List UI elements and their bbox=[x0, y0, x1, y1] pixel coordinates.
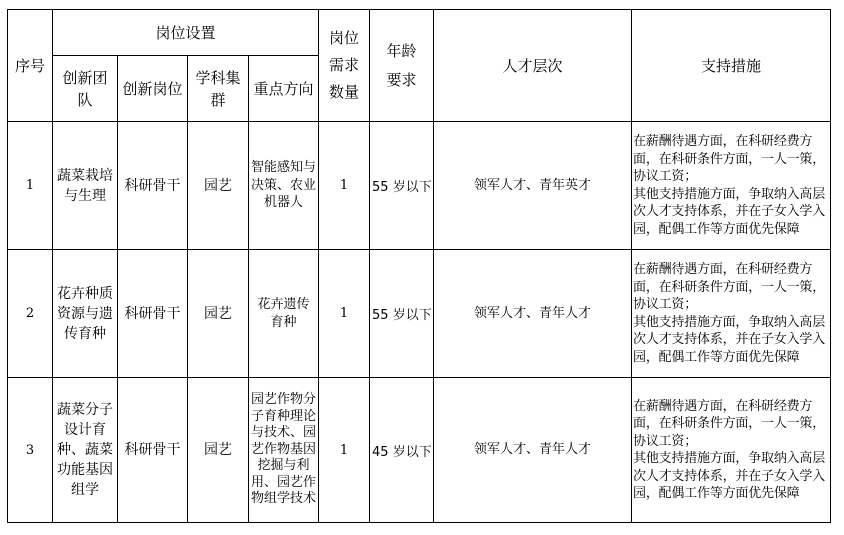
header-innovation-post: 创新岗位 bbox=[118, 56, 188, 122]
cell-qty: 1 bbox=[319, 122, 370, 250]
cell-cluster: 园艺 bbox=[188, 250, 249, 378]
table-row bbox=[8, 250, 831, 378]
header-talent-level: 人才层次 bbox=[434, 10, 632, 122]
cell-support: 在薪酬待遇方面，在科研经费方面，在科研条件方面，一人一策，协议工资； 其他支持措施方面，争取纳入高层次人才支持体系，并在子女入学入园，配偶工作等方面优先保障 bbox=[632, 122, 831, 250]
cell-talent: 领军人才、青年英才 bbox=[434, 122, 632, 250]
cell-direction: 智能感知与决策、农业机器人 bbox=[249, 122, 319, 250]
header-key-direction: 重点方向 bbox=[249, 56, 319, 122]
cell-team: 蔬菜栽培与生理 bbox=[53, 122, 118, 250]
cell-seq: 2 bbox=[8, 250, 53, 378]
cell-age: 45 岁以下 bbox=[370, 378, 434, 523]
cell-direction: 花卉遗传育种 bbox=[249, 250, 319, 378]
cell-support: 在薪酬待遇方面，在科研经费方面，在科研条件方面，一人一策，协议工资； 其他支持措施方面，争取纳入高层次人才支持体系，并在子女入学入园，配偶工作等方面优先保障 bbox=[632, 378, 831, 523]
cell-qty: 1 bbox=[319, 250, 370, 378]
header-innovation-team: 创新团队 bbox=[53, 56, 118, 122]
header-post-demand-qty: 岗位需求数量 bbox=[319, 10, 370, 122]
recruitment-table bbox=[7, 9, 831, 523]
cell-cluster: 园艺 bbox=[188, 378, 249, 523]
header-post-settings: 岗位设置 bbox=[53, 10, 319, 56]
cell-age: 55 岁以下 bbox=[370, 122, 434, 250]
header-seq: 序号 bbox=[8, 10, 53, 122]
cell-qty: 1 bbox=[319, 378, 370, 523]
cell-seq: 3 bbox=[8, 378, 53, 523]
cell-support: 在薪酬待遇方面，在科研经费方面，在科研条件方面，一人一策，协议工资； 其他支持措施方面，争取纳入高层次人才支持体系，并在子女入学入园，配偶工作等方面优先保障 bbox=[632, 250, 831, 378]
table-row bbox=[8, 122, 831, 250]
cell-team: 蔬菜分子设计育种、蔬菜功能基因组学 bbox=[53, 378, 118, 523]
header-support-measures: 支持措施 bbox=[632, 10, 831, 122]
header-discipline-cluster: 学科集群 bbox=[188, 56, 249, 122]
table-row bbox=[8, 378, 831, 523]
cell-team: 花卉种质资源与遗传育种 bbox=[53, 250, 118, 378]
cell-talent: 领军人才、青年人才 bbox=[434, 378, 632, 523]
cell-post: 科研骨干 bbox=[118, 122, 188, 250]
cell-age: 55 岁以下 bbox=[370, 250, 434, 378]
cell-direction: 园艺作物分子育种理论与技术、园艺作物基因挖掘与利用、园艺作物组学技术 bbox=[249, 378, 319, 523]
header-age-requirement: 年龄要求 bbox=[370, 10, 434, 122]
cell-post: 科研骨干 bbox=[118, 250, 188, 378]
cell-seq: 1 bbox=[8, 122, 53, 250]
cell-cluster: 园艺 bbox=[188, 122, 249, 250]
cell-talent: 领军人才、青年人才 bbox=[434, 250, 632, 378]
cell-post: 科研骨干 bbox=[118, 378, 188, 523]
